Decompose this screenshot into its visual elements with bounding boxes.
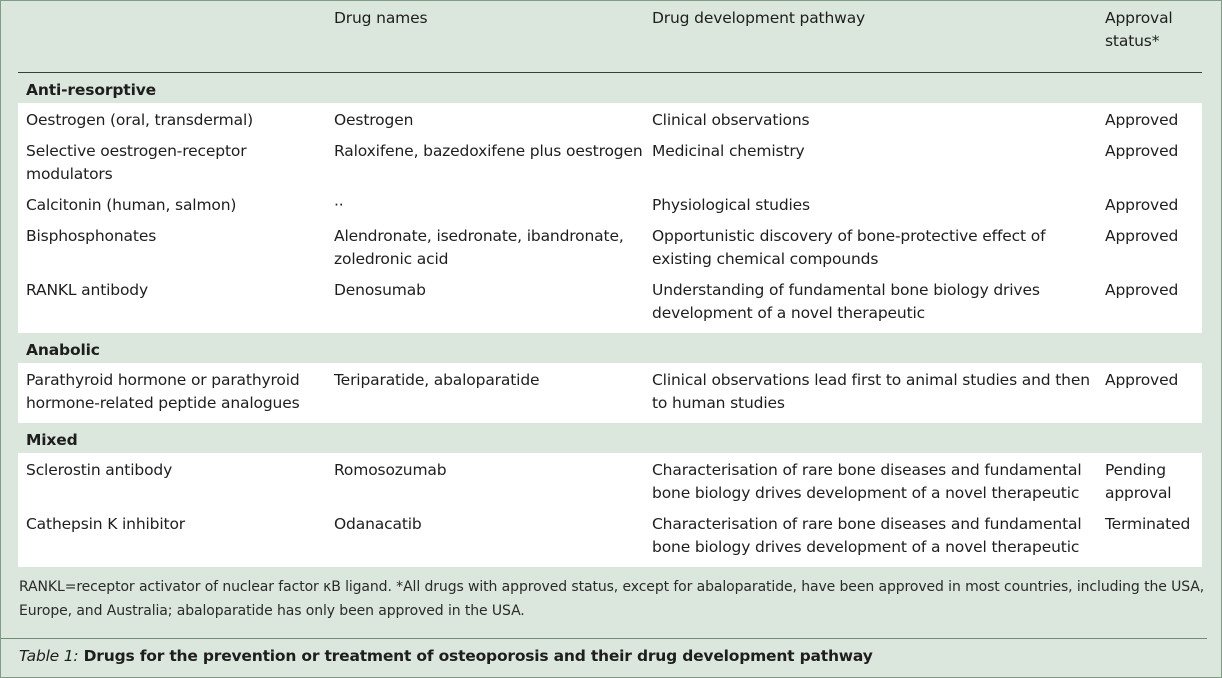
cell-drug-names: Denosumab [326, 279, 644, 333]
cell-pathway: Characterisation of rare bone diseases and fundamental bone biology drives development of a novel therapeutic [644, 513, 1097, 567]
cell-approval-status: Pending approval [1097, 453, 1202, 513]
header-approval-status: Approval status* [1105, 9, 1173, 50]
cell-approval-status: Terminated [1097, 513, 1202, 567]
cell-approval-status: Approved [1097, 103, 1202, 140]
cell-pathway: Medicinal chemistry [644, 140, 1097, 194]
table-row [18, 279, 1202, 333]
cell-drug-names: ·· [326, 194, 644, 225]
table-body [18, 73, 1202, 568]
cell-pathway: Physiological studies [644, 194, 1097, 225]
cell-drug-names: Romosozumab [326, 453, 644, 513]
table-row [18, 140, 1202, 194]
table-row [18, 453, 1202, 513]
section-row [18, 73, 1202, 104]
cell-drug-class: Selective oestrogen-receptor modulators [18, 140, 326, 194]
cell-drug-names: Oestrogen [326, 103, 644, 140]
table-row [18, 194, 1202, 225]
cell-approval-status: Approved [1097, 225, 1202, 279]
cell-approval-status: Approved [1097, 194, 1202, 225]
cell-pathway: Characterisation of rare bone diseases and fundamental bone biology drives development of a novel therapeutic [644, 453, 1097, 513]
cell-drug-class: Oestrogen (oral, transdermal) [18, 103, 326, 140]
caption-label: Table 1: [19, 647, 79, 665]
cell-drug-class: Bisphosphonates [18, 225, 326, 279]
caption-divider [1, 638, 1207, 639]
cell-drug-class: Cathepsin K inhibitor [18, 513, 326, 567]
table-row [18, 363, 1202, 423]
cell-drug-names: Raloxifene, bazedoxifene plus oestrogen [326, 140, 644, 194]
cell-drug-names: Alendronate, isedronate, ibandronate, zoledronic acid [326, 225, 644, 279]
header-pathway: Drug development pathway [652, 9, 866, 27]
caption-text: Drugs for the prevention or treatment of osteoporosis and their drug development pathway [78, 647, 873, 665]
table-footnote: RANKL=receptor activator of nuclear factor κB ligand. *All drugs with approved status, except for abaloparatide, have been approved in most countries, including the USA, Europe, and Australia; abaloparatide has only been approved in the USA. [19, 579, 1205, 619]
cell-drug-class: Sclerostin antibody [18, 453, 326, 513]
cell-drug-names: Teriparatide, abaloparatide [326, 363, 644, 423]
section-title: Anabolic [26, 341, 100, 359]
section-row [18, 423, 1202, 453]
table-caption [19, 645, 873, 667]
cell-drug-names: Odanacatib [326, 513, 644, 567]
table-row [18, 103, 1202, 140]
drug-table [18, 7, 1202, 567]
cell-pathway: Opportunistic discovery of bone-protective effect of existing chemical compounds [644, 225, 1097, 279]
section-row [18, 333, 1202, 363]
table-row [18, 513, 1202, 567]
cell-pathway: Understanding of fundamental bone biology drives development of a novel therapeutic [644, 279, 1097, 333]
cell-drug-class: RANKL antibody [18, 279, 326, 333]
table-row [18, 225, 1202, 279]
cell-pathway: Clinical observations lead first to animal studies and then to human studies [644, 363, 1097, 423]
section-title: Anti-resorptive [26, 81, 157, 99]
section-title: Mixed [26, 431, 78, 449]
table-header-row [18, 7, 1202, 73]
header-drug-class [18, 7, 326, 73]
cell-approval-status: Approved [1097, 363, 1202, 423]
cell-drug-class: Parathyroid hormone or parathyroid hormone-related peptide analogues [18, 363, 326, 423]
cell-pathway: Clinical observations [644, 103, 1097, 140]
cell-approval-status: Approved [1097, 279, 1202, 333]
header-drug-names: Drug names [334, 9, 428, 27]
cell-drug-class: Calcitonin (human, salmon) [18, 194, 326, 225]
cell-approval-status: Approved [1097, 140, 1202, 194]
